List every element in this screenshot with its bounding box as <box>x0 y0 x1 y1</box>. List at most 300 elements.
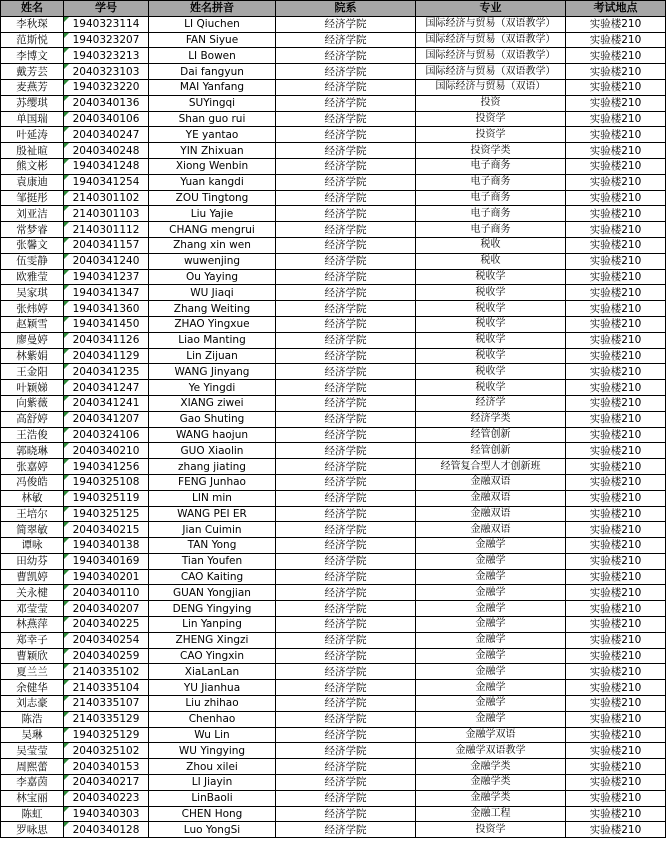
cell-exam-location[interactable]: 实验楼210 <box>566 806 666 822</box>
cell-major[interactable]: 投资学 <box>416 127 566 143</box>
cell-department[interactable]: 经济学院 <box>276 648 416 664</box>
cell-major[interactable]: 金融双语 <box>416 522 566 538</box>
cell-pinyin[interactable]: Liu zhihao <box>149 696 276 712</box>
cell-name[interactable]: 林紫娟 <box>1 348 64 364</box>
cell-name[interactable]: 伍雯静 <box>1 253 64 269</box>
cell-pinyin[interactable]: WU Yingying <box>149 743 276 759</box>
cell-pinyin[interactable]: Lin Zijuan <box>149 348 276 364</box>
table-row[interactable] <box>1 490 666 506</box>
cell-department[interactable]: 经济学院 <box>276 506 416 522</box>
cell-major[interactable]: 金融学 <box>416 617 566 633</box>
cell-exam-location[interactable]: 实验楼210 <box>566 48 666 64</box>
cell-exam-location[interactable]: 实验楼210 <box>566 95 666 111</box>
cell-department[interactable]: 经济学院 <box>276 285 416 301</box>
cell-student-id[interactable]: 2040340217 <box>64 775 149 791</box>
cell-pinyin[interactable]: WANG PEI ER <box>149 506 276 522</box>
cell-department[interactable]: 经济学院 <box>276 332 416 348</box>
cell-name[interactable]: 向紫薇 <box>1 395 64 411</box>
cell-major[interactable]: 国际经济与贸易（双语教学） <box>416 64 566 80</box>
cell-exam-location[interactable]: 实验楼210 <box>566 696 666 712</box>
table-row[interactable] <box>1 222 666 238</box>
cell-student-id[interactable]: 1940325108 <box>64 474 149 490</box>
cell-major[interactable]: 金融学类 <box>416 775 566 791</box>
cell-major[interactable]: 税收学 <box>416 285 566 301</box>
cell-student-id[interactable]: 2040340128 <box>64 822 149 838</box>
cell-exam-location[interactable]: 实验楼210 <box>566 301 666 317</box>
cell-major[interactable]: 电子商务 <box>416 222 566 238</box>
cell-pinyin[interactable]: LI Bowen <box>149 48 276 64</box>
cell-student-id[interactable]: 2040340136 <box>64 95 149 111</box>
cell-department[interactable]: 经济学院 <box>276 601 416 617</box>
cell-student-id[interactable]: 2040341235 <box>64 364 149 380</box>
cell-pinyin[interactable]: FAN Siyue <box>149 32 276 48</box>
cell-student-id[interactable]: 1940340201 <box>64 569 149 585</box>
cell-exam-location[interactable]: 实验楼210 <box>566 522 666 538</box>
cell-pinyin[interactable]: Shan guo rui <box>149 111 276 127</box>
cell-department[interactable]: 经济学院 <box>276 711 416 727</box>
table-row[interactable] <box>1 285 666 301</box>
table-row[interactable] <box>1 111 666 127</box>
cell-department[interactable]: 经济学院 <box>276 459 416 475</box>
cell-name[interactable]: 戴芳芸 <box>1 64 64 80</box>
cell-student-id[interactable]: 2140301103 <box>64 206 149 222</box>
cell-name[interactable]: 廖曼婷 <box>1 332 64 348</box>
table-row[interactable] <box>1 64 666 80</box>
cell-student-id[interactable]: 2040341240 <box>64 253 149 269</box>
cell-pinyin[interactable]: LI Qiuchen <box>149 16 276 32</box>
table-row[interactable] <box>1 759 666 775</box>
cell-student-id[interactable]: 2040340225 <box>64 617 149 633</box>
cell-name[interactable]: 曹颖欣 <box>1 648 64 664</box>
cell-pinyin[interactable]: LI Jiayin <box>149 775 276 791</box>
cell-student-id[interactable]: 1940341450 <box>64 316 149 332</box>
cell-student-id[interactable]: 2040325102 <box>64 743 149 759</box>
table-row[interactable] <box>1 158 666 174</box>
cell-name[interactable]: 谭咏 <box>1 538 64 554</box>
cell-student-id[interactable]: 2040341129 <box>64 348 149 364</box>
cell-student-id[interactable]: 2040340110 <box>64 585 149 601</box>
cell-student-id[interactable]: 1940340138 <box>64 538 149 554</box>
cell-department[interactable]: 经济学院 <box>276 680 416 696</box>
table-row[interactable] <box>1 601 666 617</box>
table-row[interactable] <box>1 443 666 459</box>
cell-department[interactable]: 经济学院 <box>276 727 416 743</box>
table-row[interactable] <box>1 711 666 727</box>
table-row[interactable] <box>1 569 666 585</box>
cell-major[interactable]: 投资学类 <box>416 143 566 159</box>
table-row[interactable] <box>1 79 666 95</box>
cell-student-id[interactable]: 1940325119 <box>64 490 149 506</box>
cell-student-id[interactable]: 1940323114 <box>64 16 149 32</box>
cell-pinyin[interactable]: SUYingqi <box>149 95 276 111</box>
cell-major[interactable]: 税收 <box>416 253 566 269</box>
cell-exam-location[interactable]: 实验楼210 <box>566 664 666 680</box>
cell-name[interactable]: 常梦睿 <box>1 222 64 238</box>
cell-exam-location[interactable]: 实验楼210 <box>566 617 666 633</box>
cell-major[interactable]: 金融学 <box>416 553 566 569</box>
cell-major[interactable]: 税收学 <box>416 380 566 396</box>
cell-student-id[interactable]: 2040340106 <box>64 111 149 127</box>
table-row[interactable] <box>1 348 666 364</box>
cell-name[interactable]: 王浩俊 <box>1 427 64 443</box>
cell-department[interactable]: 经济学院 <box>276 111 416 127</box>
cell-major[interactable]: 税收学 <box>416 316 566 332</box>
cell-pinyin[interactable]: Luo YongSi <box>149 822 276 838</box>
cell-exam-location[interactable]: 实验楼210 <box>566 443 666 459</box>
cell-student-id[interactable]: 2040340248 <box>64 143 149 159</box>
cell-student-id[interactable]: 2040340254 <box>64 632 149 648</box>
cell-pinyin[interactable]: XiaLanLan <box>149 664 276 680</box>
cell-pinyin[interactable]: YIN Zhixuan <box>149 143 276 159</box>
cell-pinyin[interactable]: FENG Junhao <box>149 474 276 490</box>
cell-pinyin[interactable]: zhang jiating <box>149 459 276 475</box>
cell-exam-location[interactable]: 实验楼210 <box>566 269 666 285</box>
cell-name[interactable]: 苏缨琪 <box>1 95 64 111</box>
cell-exam-location[interactable]: 实验楼210 <box>566 348 666 364</box>
cell-exam-location[interactable]: 实验楼210 <box>566 380 666 396</box>
cell-student-id[interactable]: 2040340223 <box>64 790 149 806</box>
cell-student-id[interactable]: 1940323207 <box>64 32 149 48</box>
cell-exam-location[interactable]: 实验楼210 <box>566 490 666 506</box>
cell-name[interactable]: 叶延涛 <box>1 127 64 143</box>
cell-department[interactable]: 经济学院 <box>276 301 416 317</box>
cell-name[interactable]: 张炜婷 <box>1 301 64 317</box>
cell-major[interactable]: 税收学 <box>416 348 566 364</box>
cell-pinyin[interactable]: ZOU Tingtong <box>149 190 276 206</box>
table-row[interactable] <box>1 743 666 759</box>
table-row[interactable] <box>1 32 666 48</box>
cell-name[interactable]: 殷祉暄 <box>1 143 64 159</box>
cell-student-id[interactable]: 2040341247 <box>64 380 149 396</box>
cell-pinyin[interactable]: Xiong Wenbin <box>149 158 276 174</box>
cell-department[interactable]: 经济学院 <box>276 790 416 806</box>
cell-name[interactable]: 刘志豪 <box>1 696 64 712</box>
cell-exam-location[interactable]: 实验楼210 <box>566 332 666 348</box>
cell-exam-location[interactable]: 实验楼210 <box>566 459 666 475</box>
cell-name[interactable]: 高舒婷 <box>1 411 64 427</box>
table-row[interactable] <box>1 806 666 822</box>
cell-pinyin[interactable]: XIANG ziwei <box>149 395 276 411</box>
cell-major[interactable]: 金融学 <box>416 664 566 680</box>
cell-pinyin[interactable]: YE yantao <box>149 127 276 143</box>
cell-department[interactable]: 经济学院 <box>276 617 416 633</box>
cell-pinyin[interactable]: CAO Kaiting <box>149 569 276 585</box>
cell-exam-location[interactable]: 实验楼210 <box>566 158 666 174</box>
cell-student-id[interactable]: 2040340247 <box>64 127 149 143</box>
table-row[interactable] <box>1 301 666 317</box>
cell-name[interactable]: 叶颖娣 <box>1 380 64 396</box>
cell-name[interactable]: 张嘉婷 <box>1 459 64 475</box>
cell-name[interactable]: 郑幸子 <box>1 632 64 648</box>
cell-name[interactable]: 单国瑞 <box>1 111 64 127</box>
cell-name[interactable]: 李秋琛 <box>1 16 64 32</box>
cell-pinyin[interactable]: YU Jianhua <box>149 680 276 696</box>
cell-exam-location[interactable]: 实验楼210 <box>566 395 666 411</box>
cell-major[interactable]: 金融学 <box>416 711 566 727</box>
cell-student-id[interactable]: 1940341256 <box>64 459 149 475</box>
cell-exam-location[interactable]: 实验楼210 <box>566 822 666 838</box>
table-row[interactable] <box>1 680 666 696</box>
cell-exam-location[interactable]: 实验楼210 <box>566 206 666 222</box>
cell-major[interactable]: 金融学类 <box>416 759 566 775</box>
cell-name[interactable]: 陈虹 <box>1 806 64 822</box>
cell-name[interactable]: 邓莹莹 <box>1 601 64 617</box>
cell-pinyin[interactable]: GUO Xiaolin <box>149 443 276 459</box>
cell-name[interactable]: 林敏 <box>1 490 64 506</box>
cell-student-id[interactable]: 2040341157 <box>64 237 149 253</box>
table-row[interactable] <box>1 253 666 269</box>
cell-pinyin[interactable]: Lin Yanping <box>149 617 276 633</box>
cell-name[interactable]: 袁康迪 <box>1 174 64 190</box>
cell-department[interactable]: 经济学院 <box>276 143 416 159</box>
table-row[interactable] <box>1 585 666 601</box>
table-row[interactable] <box>1 506 666 522</box>
cell-pinyin[interactable]: Zhou xilei <box>149 759 276 775</box>
cell-student-id[interactable]: 1940325125 <box>64 506 149 522</box>
table-row[interactable] <box>1 143 666 159</box>
cell-student-id[interactable]: 2140335104 <box>64 680 149 696</box>
cell-pinyin[interactable]: CHANG mengrui <box>149 222 276 238</box>
cell-student-id[interactable]: 1940323213 <box>64 48 149 64</box>
cell-department[interactable]: 经济学院 <box>276 348 416 364</box>
cell-exam-location[interactable]: 实验楼210 <box>566 253 666 269</box>
cell-major[interactable]: 金融工程 <box>416 806 566 822</box>
cell-major[interactable]: 金融双语 <box>416 506 566 522</box>
cell-exam-location[interactable]: 实验楼210 <box>566 601 666 617</box>
cell-major[interactable]: 税收学 <box>416 364 566 380</box>
cell-pinyin[interactable]: Ye Yingdi <box>149 380 276 396</box>
cell-name[interactable]: 范斯悦 <box>1 32 64 48</box>
cell-major[interactable]: 税收学 <box>416 332 566 348</box>
cell-student-id[interactable]: 2140301112 <box>64 222 149 238</box>
cell-department[interactable]: 经济学院 <box>276 127 416 143</box>
cell-department[interactable]: 经济学院 <box>276 632 416 648</box>
table-row[interactable] <box>1 206 666 222</box>
table-row[interactable] <box>1 190 666 206</box>
cell-major[interactable]: 投资 <box>416 95 566 111</box>
cell-major[interactable]: 国际经济与贸易（双语） <box>416 79 566 95</box>
cell-exam-location[interactable]: 实验楼210 <box>566 111 666 127</box>
cell-department[interactable]: 经济学院 <box>276 743 416 759</box>
cell-name[interactable]: 欧雅莹 <box>1 269 64 285</box>
cell-major[interactable]: 经济学类 <box>416 411 566 427</box>
cell-major[interactable]: 金融学 <box>416 585 566 601</box>
cell-pinyin[interactable]: ZHENG Xingzi <box>149 632 276 648</box>
cell-department[interactable]: 经济学院 <box>276 822 416 838</box>
cell-major[interactable]: 金融学 <box>416 696 566 712</box>
cell-student-id[interactable]: 2040340207 <box>64 601 149 617</box>
cell-department[interactable]: 经济学院 <box>276 806 416 822</box>
cell-exam-location[interactable]: 实验楼210 <box>566 790 666 806</box>
cell-pinyin[interactable]: CAO Yingxin <box>149 648 276 664</box>
table-row[interactable] <box>1 380 666 396</box>
cell-department[interactable]: 经济学院 <box>276 696 416 712</box>
table-row[interactable] <box>1 316 666 332</box>
cell-pinyin[interactable]: Zhang Weiting <box>149 301 276 317</box>
cell-exam-location[interactable]: 实验楼210 <box>566 411 666 427</box>
cell-major[interactable]: 金融双语 <box>416 490 566 506</box>
cell-department[interactable]: 经济学院 <box>276 64 416 80</box>
cell-student-id[interactable]: 1940323220 <box>64 79 149 95</box>
cell-student-id[interactable]: 1940341360 <box>64 301 149 317</box>
cell-exam-location[interactable]: 实验楼210 <box>566 427 666 443</box>
cell-name[interactable]: 吴莹莹 <box>1 743 64 759</box>
cell-major[interactable]: 经管复合型人才创新班 <box>416 459 566 475</box>
cell-exam-location[interactable]: 实验楼210 <box>566 237 666 253</box>
cell-pinyin[interactable]: Yuan kangdi <box>149 174 276 190</box>
cell-name[interactable]: 田幼芬 <box>1 553 64 569</box>
cell-exam-location[interactable]: 实验楼210 <box>566 553 666 569</box>
cell-name[interactable]: 夏兰兰 <box>1 664 64 680</box>
cell-department[interactable]: 经济学院 <box>276 79 416 95</box>
cell-major[interactable]: 金融学 <box>416 632 566 648</box>
cell-pinyin[interactable]: DENG Yingying <box>149 601 276 617</box>
cell-department[interactable]: 经济学院 <box>276 190 416 206</box>
cell-name[interactable]: 王培尔 <box>1 506 64 522</box>
cell-student-id[interactable]: 2140301102 <box>64 190 149 206</box>
cell-name[interactable]: 陈浩 <box>1 711 64 727</box>
cell-exam-location[interactable]: 实验楼210 <box>566 538 666 554</box>
table-row[interactable] <box>1 174 666 190</box>
cell-pinyin[interactable]: Zhang xin wen <box>149 237 276 253</box>
cell-exam-location[interactable]: 实验楼210 <box>566 775 666 791</box>
cell-pinyin[interactable]: GUAN Yongjian <box>149 585 276 601</box>
cell-student-id[interactable]: 1940325129 <box>64 727 149 743</box>
cell-pinyin[interactable]: TAN Yong <box>149 538 276 554</box>
cell-exam-location[interactable]: 实验楼210 <box>566 143 666 159</box>
cell-name[interactable]: 王金阳 <box>1 364 64 380</box>
cell-major[interactable]: 金融学 <box>416 538 566 554</box>
cell-major[interactable]: 投资学 <box>416 822 566 838</box>
cell-department[interactable]: 经济学院 <box>276 158 416 174</box>
cell-exam-location[interactable]: 实验楼210 <box>566 585 666 601</box>
cell-exam-location[interactable]: 实验楼210 <box>566 190 666 206</box>
cell-pinyin[interactable]: CHEN Hong <box>149 806 276 822</box>
cell-exam-location[interactable]: 实验楼210 <box>566 316 666 332</box>
table-row[interactable] <box>1 16 666 32</box>
cell-department[interactable]: 经济学院 <box>276 443 416 459</box>
cell-student-id[interactable]: 2140335107 <box>64 696 149 712</box>
cell-student-id[interactable]: 1940341347 <box>64 285 149 301</box>
cell-name[interactable]: 简翠敏 <box>1 522 64 538</box>
cell-exam-location[interactable]: 实验楼210 <box>566 32 666 48</box>
cell-exam-location[interactable]: 实验楼210 <box>566 743 666 759</box>
cell-exam-location[interactable]: 实验楼210 <box>566 474 666 490</box>
cell-major[interactable]: 金融学 <box>416 601 566 617</box>
table-row[interactable] <box>1 696 666 712</box>
cell-student-id[interactable]: 2040340153 <box>64 759 149 775</box>
cell-major[interactable]: 经管创新 <box>416 443 566 459</box>
cell-department[interactable]: 经济学院 <box>276 775 416 791</box>
cell-major[interactable]: 电子商务 <box>416 174 566 190</box>
cell-major[interactable]: 税收 <box>416 237 566 253</box>
cell-name[interactable]: 周熙蕾 <box>1 759 64 775</box>
cell-exam-location[interactable]: 实验楼210 <box>566 632 666 648</box>
cell-pinyin[interactable]: ZHAO Yingxue <box>149 316 276 332</box>
cell-department[interactable]: 经济学院 <box>276 585 416 601</box>
cell-department[interactable]: 经济学院 <box>276 569 416 585</box>
cell-pinyin[interactable]: Liao Manting <box>149 332 276 348</box>
cell-major[interactable]: 金融学 <box>416 648 566 664</box>
table-row[interactable] <box>1 822 666 838</box>
cell-major[interactable]: 金融双语 <box>416 474 566 490</box>
cell-name[interactable]: 余健华 <box>1 680 64 696</box>
cell-name[interactable]: 麦燕芳 <box>1 79 64 95</box>
table-row[interactable] <box>1 648 666 664</box>
cell-name[interactable]: 李嘉茵 <box>1 775 64 791</box>
cell-department[interactable]: 经济学院 <box>276 48 416 64</box>
cell-exam-location[interactable]: 实验楼210 <box>566 506 666 522</box>
cell-name[interactable]: 吴琳 <box>1 727 64 743</box>
table-row[interactable] <box>1 790 666 806</box>
cell-student-id[interactable]: 1940341248 <box>64 158 149 174</box>
cell-major[interactable]: 电子商务 <box>416 206 566 222</box>
cell-student-id[interactable]: 2040340215 <box>64 522 149 538</box>
cell-department[interactable]: 经济学院 <box>276 490 416 506</box>
cell-major[interactable]: 电子商务 <box>416 190 566 206</box>
cell-department[interactable]: 经济学院 <box>276 522 416 538</box>
cell-name[interactable]: 赵颖雪 <box>1 316 64 332</box>
cell-exam-location[interactable]: 实验楼210 <box>566 222 666 238</box>
cell-exam-location[interactable]: 实验楼210 <box>566 648 666 664</box>
cell-student-id[interactable]: 1940340303 <box>64 806 149 822</box>
cell-name[interactable]: 刘亚洁 <box>1 206 64 222</box>
cell-name[interactable]: 郭晓琳 <box>1 443 64 459</box>
cell-department[interactable]: 经济学院 <box>276 759 416 775</box>
cell-student-id[interactable]: 2040341207 <box>64 411 149 427</box>
table-row[interactable] <box>1 127 666 143</box>
table-row[interactable] <box>1 474 666 490</box>
cell-student-id[interactable]: 1940340169 <box>64 553 149 569</box>
cell-student-id[interactable]: 2140335102 <box>64 664 149 680</box>
cell-department[interactable]: 经济学院 <box>276 380 416 396</box>
cell-major[interactable]: 金融学 <box>416 680 566 696</box>
cell-pinyin[interactable]: Ou Yaying <box>149 269 276 285</box>
cell-pinyin[interactable]: MAI Yanfang <box>149 79 276 95</box>
cell-major[interactable]: 国际经济与贸易（双语教学） <box>416 48 566 64</box>
cell-exam-location[interactable]: 实验楼210 <box>566 759 666 775</box>
cell-major[interactable]: 经管创新 <box>416 427 566 443</box>
cell-department[interactable]: 经济学院 <box>276 16 416 32</box>
cell-major[interactable]: 金融学 <box>416 569 566 585</box>
table-row[interactable] <box>1 727 666 743</box>
cell-department[interactable]: 经济学院 <box>276 269 416 285</box>
table-row[interactable] <box>1 522 666 538</box>
cell-major[interactable]: 金融学双语 <box>416 727 566 743</box>
cell-major[interactable]: 国际经济与贸易（双语教学） <box>416 16 566 32</box>
cell-name[interactable]: 李博文 <box>1 48 64 64</box>
cell-department[interactable]: 经济学院 <box>276 95 416 111</box>
table-row[interactable] <box>1 775 666 791</box>
cell-department[interactable]: 经济学院 <box>276 253 416 269</box>
cell-department[interactable]: 经济学院 <box>276 427 416 443</box>
cell-major[interactable]: 投资学 <box>416 111 566 127</box>
table-row[interactable] <box>1 95 666 111</box>
cell-name[interactable]: 林宝丽 <box>1 790 64 806</box>
cell-student-id[interactable]: 2040340210 <box>64 443 149 459</box>
cell-name[interactable]: 曹凯婷 <box>1 569 64 585</box>
cell-exam-location[interactable]: 实验楼210 <box>566 16 666 32</box>
cell-exam-location[interactable]: 实验楼210 <box>566 727 666 743</box>
cell-student-id[interactable]: 1940341254 <box>64 174 149 190</box>
cell-major[interactable]: 国际经济与贸易（双语教学） <box>416 32 566 48</box>
table-row[interactable] <box>1 632 666 648</box>
cell-name[interactable]: 林燕萍 <box>1 617 64 633</box>
cell-student-id[interactable]: 2140335129 <box>64 711 149 727</box>
cell-department[interactable]: 经济学院 <box>276 174 416 190</box>
cell-exam-location[interactable]: 实验楼210 <box>566 174 666 190</box>
cell-department[interactable]: 经济学院 <box>276 474 416 490</box>
